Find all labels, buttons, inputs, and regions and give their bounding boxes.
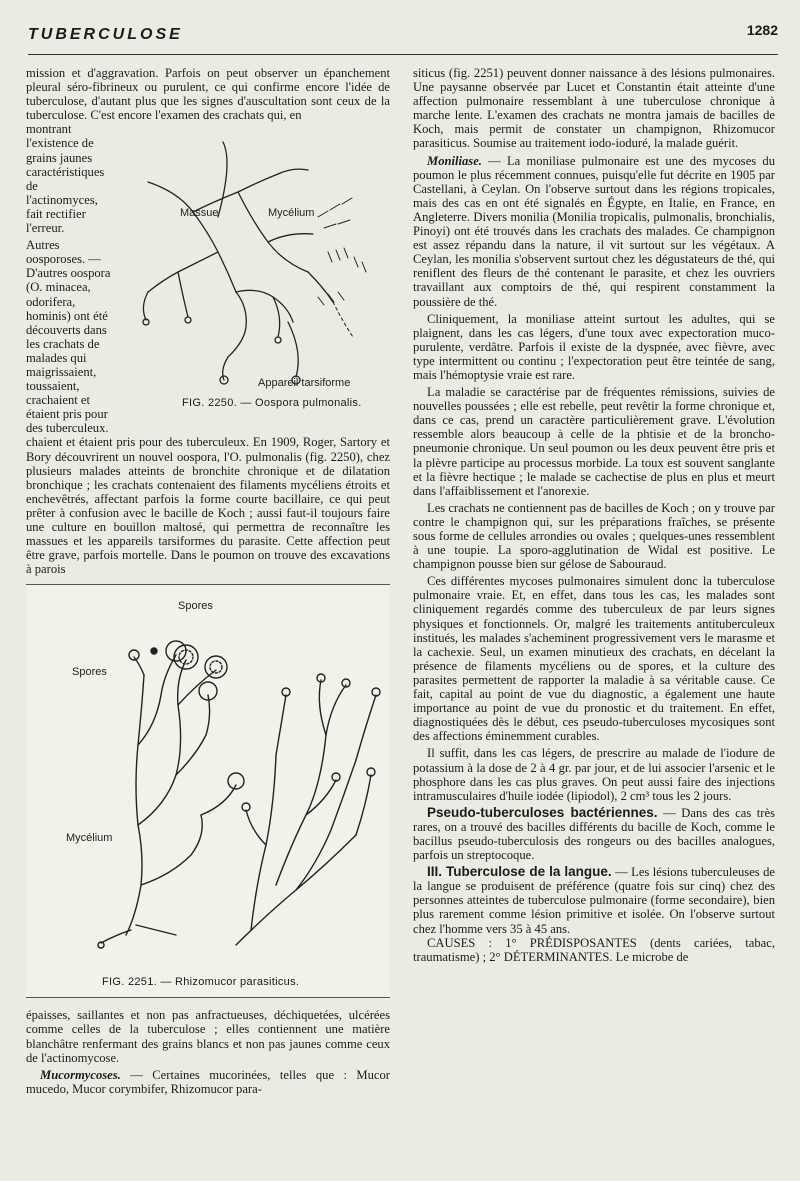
figure-2251-caption: FIG. 2251. — Rhizomucor parasiticus. xyxy=(102,976,300,989)
mucormycoses-text: — Certaines mucorinées, telles que : Mucor mucedo, Mucor corymbifer, Rhizomucor para- xyxy=(26,1067,390,1096)
heading-mucormycoses: Mucormycoses. xyxy=(40,1067,121,1082)
paragraph-excavations: épaisses, saillantes et non pas anfractueuses, déchiquetées, ulcérées comme celles de la tuberculose ; elles contiennent une matière blanchâtre renfermant des grains blancs et non pas jaunes comme ceux de l'actinomycose. xyxy=(26,1008,390,1065)
paragraph-intro: mission et d'aggravation. Parfois on peut observer un épanchement pleural séro-fibrineux ou purulent, ce qui confirme encore l'idée de tuberculose, d'autant plus que les signes d'auscultation sont ceux de la tuberculose. C'est encore l'examen des crachats qui, en xyxy=(26,66,390,123)
paragraph-crachats: Les crachats ne contiennent pas de bacilles de Koch ; on y trouve par contre le champignon qui, sur les préparations fraîches, se présente sous forme de cellules arrondies ou ovales ; quelques-unes ressemblent à une toupie. La sporo-agglutination de Widal est positive. Le champignon pousse bien sur gélose de Sabouraud. xyxy=(413,500,775,572)
paragraph-causes: CAUSES : 1° PRÉDISPOSANTES (dents cariées, tabac, traumatisme) ; 2° DÉTERMINANTES. Le microbe de xyxy=(413,935,775,964)
oospora-illustration xyxy=(118,122,390,392)
page-number: 1282 xyxy=(746,22,778,38)
paragraph-evolution: La maladie se caractérise par de fréquentes rémissions, suivies de nouvelles poussées ; elle est rebelle, peut revêtir la forme chronique et, dans ce cas, prend un caractère particulièrement grave. L'évolution ressemble alors beaucoup à celle de la phtisie et de la broncho-pneumonie chronique. Un seul poumon ou les deux peuvent être pris et la plèvre participe au processus morbide. La toux est souvent sanglante et la fièvre hectique ; le malade se cachectise de plus en plus et meurt dans l'affaiblissement et l'anorexie. xyxy=(413,385,775,498)
page-header xyxy=(28,22,778,55)
paragraph-mycoses: Ces différentes mycoses pulmonaires simulent donc la tuberculose pulmonaire vraie. Et, en effet, dans tous les cas, les malades sont cliniquement regardés comme des tuberculeux de par leurs signes physiques et fonctionnels. Or, malgré les traitements antituberculeux institués, les malades s'acheminent progressivement vers le marasme et la cachexie. Seul, un examen minutieux des crachats, en décelant la présence de filaments mycéliens ou de spores, et la culture des parasites permettent de rapporter la maladie à sa véritable cause. Ce fait, capital au point de vue du diagnostic, a également une haute importance au point de vue du pronostic et du traitement. En effet, diagnostiquées dès le début, ces pseudo-tuberculoses mycosiques sont des affections éminemment curables. xyxy=(413,574,775,744)
paragraph-mucormycoses xyxy=(26,1068,390,1096)
wrapped-paragraph-2: Autres oosporoses. — D'autres oospora (O. minacea, odorifera, hominis) ont été découverts dans les crachats de malades qui maigrissaient, toussaient, crachaient et étaient pris pour des tuberculeux. xyxy=(26,238,111,436)
paragraph-pseudo-tuberculoses xyxy=(413,806,775,862)
paragraph-clinique: Cliniquement, la moniliase atteint surtout les adultes, qui se plaignent, dans les cas légers, d'une toux avec expectoration muco-purulente, verdâtre. Parfois il existe de la dyspnée, avec fièvre, avec type intermittent ou continu ; l'expectoration peut être teintée de sang, mais l'hémoptysie vraie est rare. xyxy=(413,311,775,382)
paragraph-rhizomucor: siticus (fig. 2251) peuvent donner naissance à des lésions pulmonaires. Une paysanne observée par Lucet et Constantin était atteinte d'une affection pulmonaire ressemblant à une tuberculose chronique à marche lente. L'examen des crachats ne montra jamais de bacilles de Koch, mais permit de constater un champignon, Rhizomucor parasiticus. Soumise au traitement iodo-ioduré, la malade guérit. xyxy=(413,66,775,151)
figure-2251 xyxy=(26,584,390,998)
right-column xyxy=(413,66,775,964)
paragraph-traitement: Il suffit, dans les cas légers, de prescrire au malade de l'iodure de potassium à la dose de 2 à 4 gr. par jour, et de lui associer l'arsenic et le phosphore dans les cas plus graves. On peut aussi faire des injections intramusculaires d'huile iodée (lipiodol), 2 cm³ tous les 2 jours. xyxy=(413,746,775,803)
label-spores-top: Spores xyxy=(178,600,213,613)
moniliase-text: — La moniliase pulmonaire est une des mycoses du poumon le plus récemment connues, puisqu'elle fut décrite en 1905 par Castellani, à Ceylan. On l'observe surtout dans les régions tropicales, mais des cas en ont été signalés en Égypte, en Italie, en France, en Angleterre. Divers monilia (Monilia tropicalis, pulmonalis, bronchialis, Pinoyi) ont été trouvés dans les crachats des malades. Ce champignon est assez répandu dans la nature, il vit surtout sur les végétaux. A Ceylan, les monilia s'observent surtout chez les dégustateurs de thé, qui reniflent des fleurs de thé contenant le parasite, et chez les ouvriers travaillant aux comptoirs de thé, qui respirent constamment la poussière de thé. xyxy=(413,153,775,309)
rhizomucor-illustration xyxy=(26,585,390,965)
label-mycelium-2: Mycélium xyxy=(66,832,113,845)
label-mycelium: Mycélium xyxy=(268,207,315,220)
paragraph-oospora: chaient et étaient pris pour des tuberculeux. En 1909, Roger, Sartory et Bory découvrirent un nouvel oospora, l'O. pulmonalis (fig. 2250), chez plusieurs malades atteints de bronchite chronique et de dilatation bronchique ; les crachats contenaient des filaments mycéliens étroits et enchevêtrés, affectant parfois la forme courte bacillaire, ce qui peut prêter à confusion avec le bacille de Koch ; aussi faut-il toujours faire une culture en bouillon maltosé, qui permettra de reconnaître les massues et les appareils tarsiformes du parasite. Cette affection peut être grave, parfois mortelle. Dans le poumon on trouve des excavations à parois xyxy=(26,435,390,577)
heading-moniliase: Moniliase. xyxy=(427,153,482,168)
paragraph-langue xyxy=(413,865,775,935)
wrapped-paragraph-1: montrant l'existence de grains jaunes caractéristiques de l'actinomyces, fait rectifier l'erreur. xyxy=(26,122,105,236)
label-massue: Massue xyxy=(180,207,219,220)
label-spores-left: Spores xyxy=(72,666,107,679)
running-title: TUBERCULOSE xyxy=(28,26,183,43)
wrapped-text xyxy=(26,122,112,435)
figure-2250-block xyxy=(26,122,390,435)
left-column xyxy=(26,66,390,1096)
heading-tuberculose-langue: III. Tuberculose de la langue. xyxy=(427,864,612,880)
label-appareil-tarsiforme: Appareil tarsiforme xyxy=(258,377,351,390)
figure-2250-caption: FIG. 2250. — Oospora pulmonalis. xyxy=(182,397,362,410)
pseudo-tuberculoses-text: — Dans des cas très rares, on a trouvé des bacilles différents du bacille de Koch, comme le bacillus pseudo-tuberculosis des rongeurs ou des bacilles analogues, parfois un streptocoque. xyxy=(413,805,775,863)
figure-2250 xyxy=(118,122,390,410)
paragraph-moniliase xyxy=(413,154,775,309)
heading-pseudo-tuberculoses: Pseudo-tuberculoses bactériennes. xyxy=(427,804,658,820)
tuberculose-langue-text: — Les lésions tuberculeuses de la langue se produisent de préférence (quatre fois sur cinq) chez des personnes atteintes de tuberculose pulmonaire (forme secondaire), bien plus rarement comme lésion primitive et isolée. On l'observe surtout chez l'homme vers 35 à 45 ans. xyxy=(413,865,775,936)
